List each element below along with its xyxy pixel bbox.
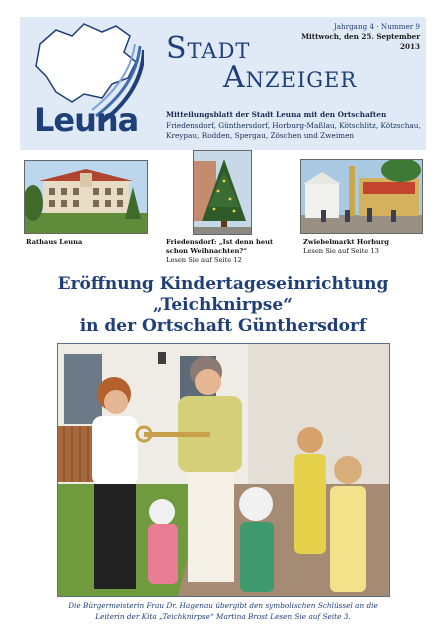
main-photo-key-handover	[57, 343, 390, 597]
headline-line2: „Teichknirpse“	[153, 295, 293, 315]
caption-rathaus-title: Rathaus Leuna	[26, 238, 83, 246]
caption-friedensdorf	[166, 238, 291, 265]
masthead	[20, 17, 426, 150]
subtitle-places: Friedensdorf, Günthersdorf, Horburg-Maßlau, Kötschlitz, Kötzschau, Kreypau, Rodden, Spergau, Zöschen und Zweimen	[166, 120, 421, 140]
caption-friedensdorf-ref: Lesen Sie auf Seite 12	[166, 256, 242, 264]
photo-friedensdorf-tree	[193, 150, 252, 235]
caption-friedensdorf-title: Friedensdorf: „Ist denn heut schon Weihnachten?“	[166, 238, 274, 255]
photo-rathaus-leuna	[24, 160, 148, 234]
main-caption-line1: Die Bürgermeisterin Frau Dr. Hagenau übergibt den symbolischen Schlüssel an die	[68, 601, 378, 610]
headline-line3: in der Ortschaft Günthersdorf	[79, 316, 367, 336]
main-headline	[20, 274, 426, 337]
caption-zwiebelmarkt-ref: Lesen Sie auf Seite 13	[303, 247, 379, 255]
caption-zwiebelmarkt	[303, 238, 423, 256]
title-anzeiger: Anzeiger	[223, 60, 358, 95]
masthead-subtitle	[166, 110, 424, 142]
main-photo-caption	[30, 601, 416, 622]
caption-zwiebelmarkt-title: Zwiebelmarkt Horburg	[303, 238, 389, 246]
logo-wordmark: Leuna	[34, 101, 139, 139]
photo-zwiebelmarkt	[300, 159, 423, 234]
headline-line1: Eröffnung Kindertageseinrichtung	[57, 274, 389, 294]
main-caption-line2: Leiterin der Kita „Teichknirpse“ Martina Brost Lesen Sie auf Seite 3.	[95, 611, 351, 621]
issue-info	[290, 22, 420, 52]
caption-rathaus	[26, 238, 146, 247]
subtitle-heading: Mitteilungsblatt der Stadt Leuna mit den Ortschaften	[166, 110, 387, 119]
title-stadt: Stadt	[166, 31, 251, 66]
issue-number: Jahrgang 4 · Nummer 9	[333, 22, 420, 31]
issue-date: Mittwoch, den 25. September 2013	[301, 32, 420, 51]
